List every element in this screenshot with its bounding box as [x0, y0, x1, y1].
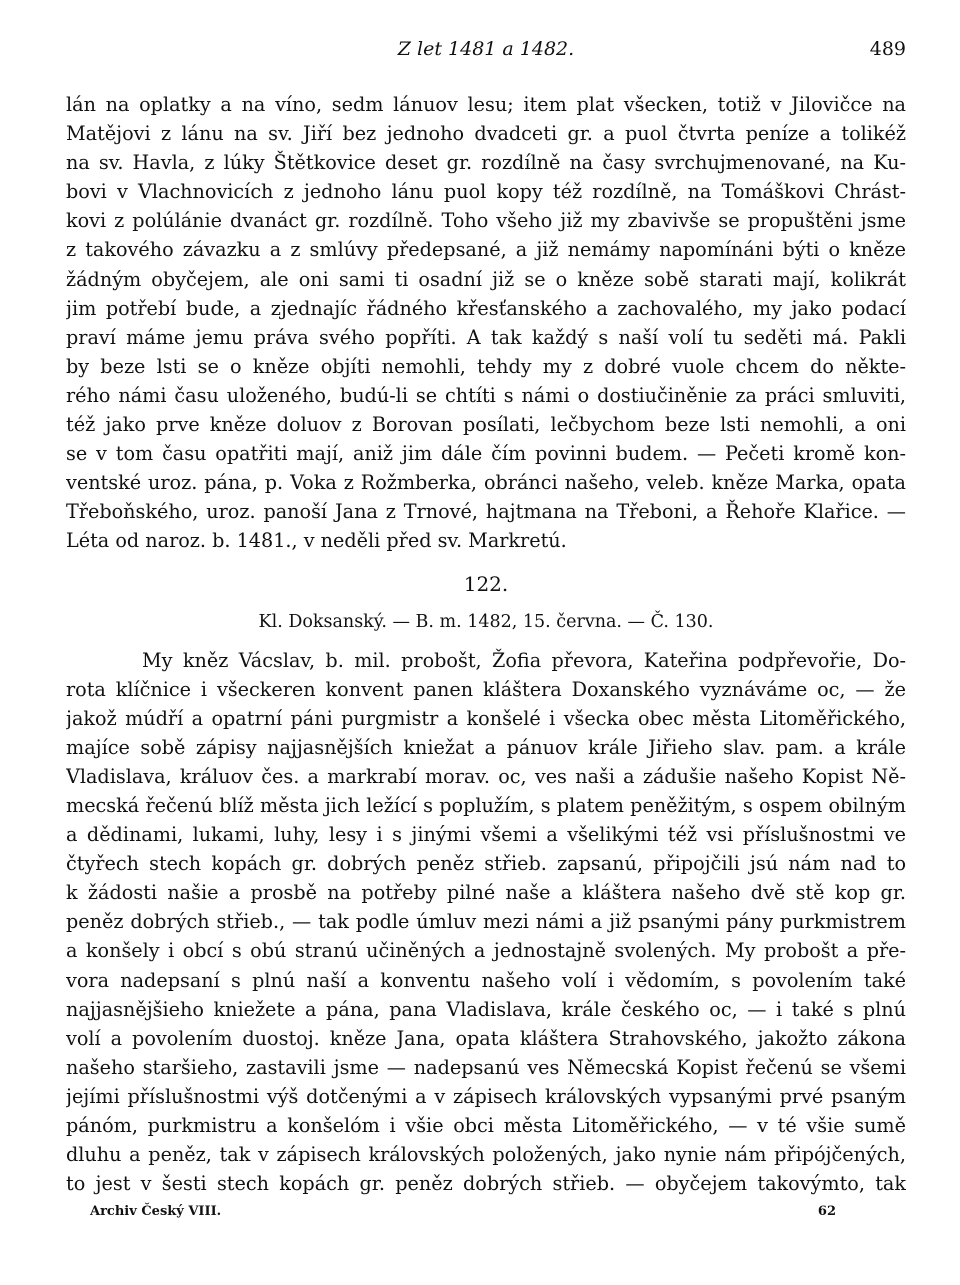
sheet-number: 62 [817, 1204, 836, 1219]
page-header [66, 38, 906, 68]
continued-paragraph [66, 90, 906, 556]
text-line: čtyřech stech kopách gr. dobrých peněz střieb. zapsanú, připojčili jsú nám nad to [66, 852, 906, 876]
text-line: a konšely i obcí s obú stranú učiněných a jednostajně svolených. My probošt a pře- [66, 939, 906, 963]
page-footer [90, 1204, 836, 1228]
text-line: rého námi času uloženého, budú-li se chtíti s námi o dostiučiněnie za práci smluviti, [66, 383, 906, 407]
document-meta: Kl. Doksanský. — B. m. 1482, 15. června. — Č. 130. [258, 611, 714, 632]
document-number: 122. [463, 571, 509, 596]
text-line: jim potřebí bude, a zjednajíc řádného křesťanského a zachovalého, my jako podací [66, 296, 906, 320]
text-line: Vladislava, králuov čes. a markrabí morav. oc, ves naši a zádušie našeho Kopist Ně- [66, 764, 906, 788]
text-line: praví máme jemu práva svého popříti. A tak každý s naší volí tu seděti má. Pakli [66, 325, 906, 349]
text-line: peněz dobrých střieb., — tak podle úmluv mezi námi a již psanými pány purkmistrem [66, 910, 906, 934]
text-line: vora nadepsaní s plnú naší a konventu našeho volí i vědomím, s povolením také [66, 968, 906, 992]
text-line: jejími příslušnostmi výš dotčenými a v zápisech královských vypsanými prvé psaným [66, 1084, 906, 1108]
text-line: pánóm, purkmistru a konšelóm i všie obci města Litoměřického, — v té všie sumě [66, 1114, 906, 1137]
document-text-paragraph [66, 646, 906, 1199]
footer-signature: Archiv Český VIII. [90, 1204, 222, 1219]
body-text [66, 90, 906, 1198]
text-line: volí a povolením duostoj. kněze Jana, opata kláštera Strahovského, jakožto zákona [66, 1026, 906, 1050]
text-line: našeho staršieho, zastavili jsme — nadepsanú ves Němecská Kopist řečenú se všemi [66, 1055, 906, 1079]
running-title: Z let 1481 a 1482. [397, 38, 575, 60]
text-line: žádným obyčejem, ale oni sami ti osadní již se o kněze sobě starati mají, kolikrát [66, 267, 906, 291]
text-line: z takového závazku a z smlúvy předepsané, a již nemámy napomínáni býti o kněze [66, 238, 906, 262]
text-line: též jako prve kněze doluov z Borovan posílati, lečbychom beze lsti nemohli, a oni [66, 413, 906, 437]
text-line: My kněz Vácslav, b. mil. probošt, Žofia převora, Kateřina podpřevořie, Do- [142, 648, 906, 672]
text-line: to jest v šesti stech kopách gr. peněz dobrých střieb. — obyčejem takovýmto, tak [66, 1172, 906, 1196]
text-line: Třeboňského, uroz. panoší Jana z Trnové, hajtmana na Třeboni, a Řehoře Klařice. — [66, 500, 906, 524]
page-number: 489 [869, 38, 906, 60]
text-line: majíce sobě zápisy najjasnějších kniežat a pánuov krále Jiřieho slav. pam. a krále [66, 735, 906, 759]
text-line: by beze lsti se o kněze objíti nemohli, tehdy my z dobré vuole chcem do někte- [66, 354, 906, 378]
text-line: Matějovi z lánu na sv. Jiří bez jednoho dvadceti gr. a puol čtvrta peníze a tolikéž [66, 122, 906, 146]
text-line: se v tom času opatřiti mají, aniž jim dále čím povinni budem. — Pečeti kromě kon- [66, 442, 906, 466]
text-line: rota klíčnice i všeckeren konvent panen kláštera Doxanského vyznáváme oc, — že [66, 677, 906, 701]
text-line: a dědinami, lukami, luhy, lesy i s jinými všemi a všelikými též vsi příslušnostmi ve [66, 823, 906, 847]
text-line: kovi z polúlánie dvanáct gr. rozdílně. Toho všeho již my zbavivše se propuštěni jsme [66, 209, 906, 233]
text-line: najjasnějšieho kniežete a pána, pana Vladislava, krále českého oc, — i také s plnú [66, 997, 906, 1021]
text-line: na sv. Havla, z lúky Štětkovice deset gr. rozdílně na časy svrchujmenované, na Ku- [66, 151, 906, 175]
text-line: lán na oplatky a na víno, sedm lánuov lesu; item plat všecken, totiž v Jilovičce na [66, 93, 906, 116]
text-line: jakož múdří a opatrní páni purgmistr a konšelé i všecka obec města Litoměřického, [66, 706, 906, 730]
text-line: bovi v Vlachnovicích z jednoho lánu puol kopy též rozdílně, na Tomáškovi Chrást- [66, 180, 906, 204]
text-line: k žádosti našie a prosbě na potřeby pilné naše a kláštera našeho dvě stě kop gr. [66, 881, 906, 905]
text-line: ventské uroz. pána, p. Voka z Rožmberka, obránci našeho, veleb. kněze Marka, opata [66, 471, 906, 495]
text-line: Léta od naroz. b. 1481., v neděli před sv. Markretú. [66, 529, 567, 553]
text-line: mecská řečenú blíž města jich ležící s poplužím, s platem peněžitým, s ospem obilným [66, 793, 906, 817]
text-line: dluhu a peněz, tak v zápisech královských položených, jako nynie nám připójčených, [66, 1143, 906, 1167]
